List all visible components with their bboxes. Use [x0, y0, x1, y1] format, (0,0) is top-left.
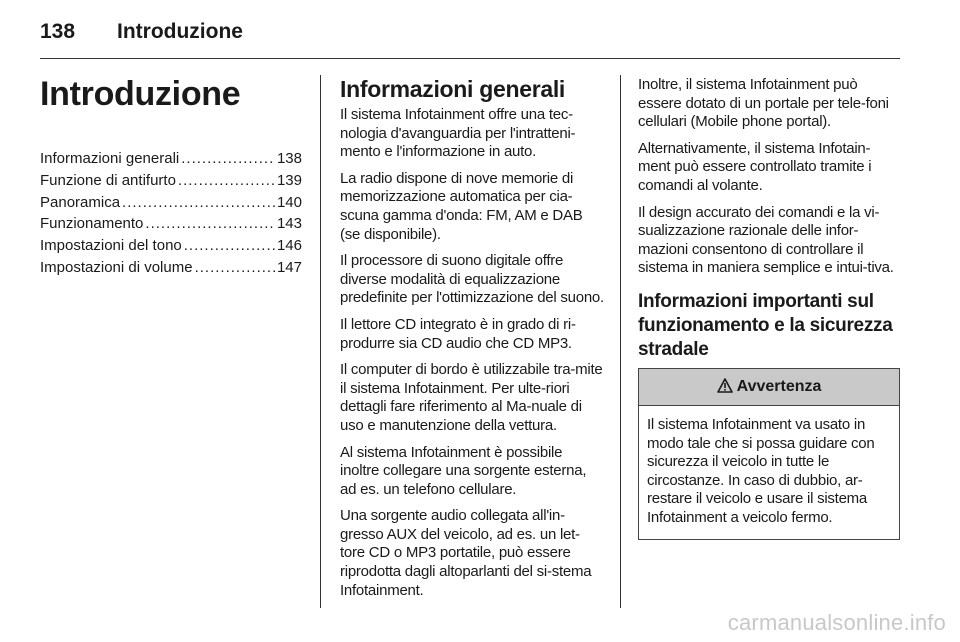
toc-entry[interactable] [40, 213, 302, 235]
table-of-contents [40, 148, 302, 279]
paragraph: Il sistema Infotainment offre una tec-nologia d'avanguardia per l'intratteni-mento e l'informazione in auto. [340, 106, 576, 161]
warning-triangle-icon [717, 371, 733, 407]
toc-page: 146 [276, 237, 302, 255]
toc-entry[interactable] [40, 148, 302, 170]
paragraph: Inoltre, il sistema Infotainment può essere dotato di un portale per tele-foni cellulari (Mobile phone portal). [638, 76, 889, 131]
toc-leader [178, 170, 275, 192]
column-divider [320, 75, 321, 608]
toc-label: Impostazioni di volume [40, 258, 193, 276]
toc-leader [195, 257, 275, 279]
paragraph: Il computer di bordo è utilizzabile tra-mite il sistema Infotainment. Per ulte-riori dettagli fare riferimento al Ma-nuale di uso e manutenzione della vettura. [340, 361, 603, 434]
toc-leader [184, 235, 275, 257]
toc-label: Informazioni generali [40, 150, 180, 167]
content-column-3 [638, 68, 900, 540]
toc-entry[interactable] [40, 170, 302, 192]
toc-leader [145, 213, 275, 235]
toc-label: Impostazioni del tono [40, 237, 182, 255]
column-divider [620, 75, 621, 608]
header-title: Introduzione [117, 20, 243, 43]
toc-page: 147 [276, 258, 302, 276]
toc-entry[interactable] [40, 235, 302, 257]
warning-title: Avvertenza [736, 377, 822, 395]
content-column-2 [340, 68, 604, 608]
paragraph: Una sorgente audio collegata all'in-gresso AUX del veicolo, ad es. un let-tore CD o MP3 portatile, può essere riprodotta dagli altoparlanti del si-stema Infotainment. [340, 507, 592, 599]
toc-column [40, 68, 302, 279]
warning-box [638, 368, 900, 540]
paragraph: Il design accurato dei comandi e la vi-sualizzazione razionale delle infor-mazioni consentono di controllare il sistema in maniera semplice e intui-tiva. [638, 203, 894, 277]
paragraph: Il lettore CD integrato è in grado di ri-produrre sia CD audio che CD MP3. [340, 315, 576, 352]
toc-label: Funzione di antifurto [40, 171, 176, 189]
page-header [40, 18, 900, 58]
warning-header [639, 369, 899, 406]
toc-label: Funzionamento [40, 215, 144, 233]
toc-leader [181, 148, 275, 170]
watermark: carmanualsonline.info [727, 610, 946, 635]
toc-page: 140 [276, 193, 302, 211]
paragraph: La radio dispone di nove memorie di memorizzazione automatica per cia-scuna gamma d'onda: FM, AM e DAB (se disponibile). [340, 169, 583, 243]
toc-leader [122, 192, 275, 214]
paragraph: Alternativamente, il sistema Infotain-ment può essere controllato tramite i comandi al volante. [638, 139, 872, 194]
warning-text: Il sistema Infotainment va usato in modo tale che si possa guidare con sicurezza il veicolo in tutte le circostanze. In caso di dubbio, ar-restare il veicolo e usare il sistema Infotainment a veicolo fermo. [647, 415, 875, 526]
subsection-title: Informazioni importanti sul funzionamento e la sicurezza stradale [638, 290, 893, 360]
paragraph: Al sistema Infotainment è possibile inoltre collegare una sorgente esterna, ad es. un telefono cellulare. [340, 443, 587, 498]
toc-entry[interactable] [40, 257, 302, 279]
toc-label: Panoramica [40, 193, 121, 211]
toc-page: 138 [276, 150, 302, 167]
toc-page: 143 [276, 215, 302, 233]
header-rule [40, 58, 900, 59]
chapter-title: Introduzione [40, 75, 241, 113]
section-title: Informazioni generali [340, 76, 566, 102]
toc-entry[interactable] [40, 192, 302, 214]
toc-page: 139 [276, 171, 302, 189]
page-number: 138 [40, 20, 76, 43]
paragraph: Il processore di suono digitale offre diverse modalità di equalizzazione predefinite per l'ottimizzazione del suono. [340, 252, 604, 307]
